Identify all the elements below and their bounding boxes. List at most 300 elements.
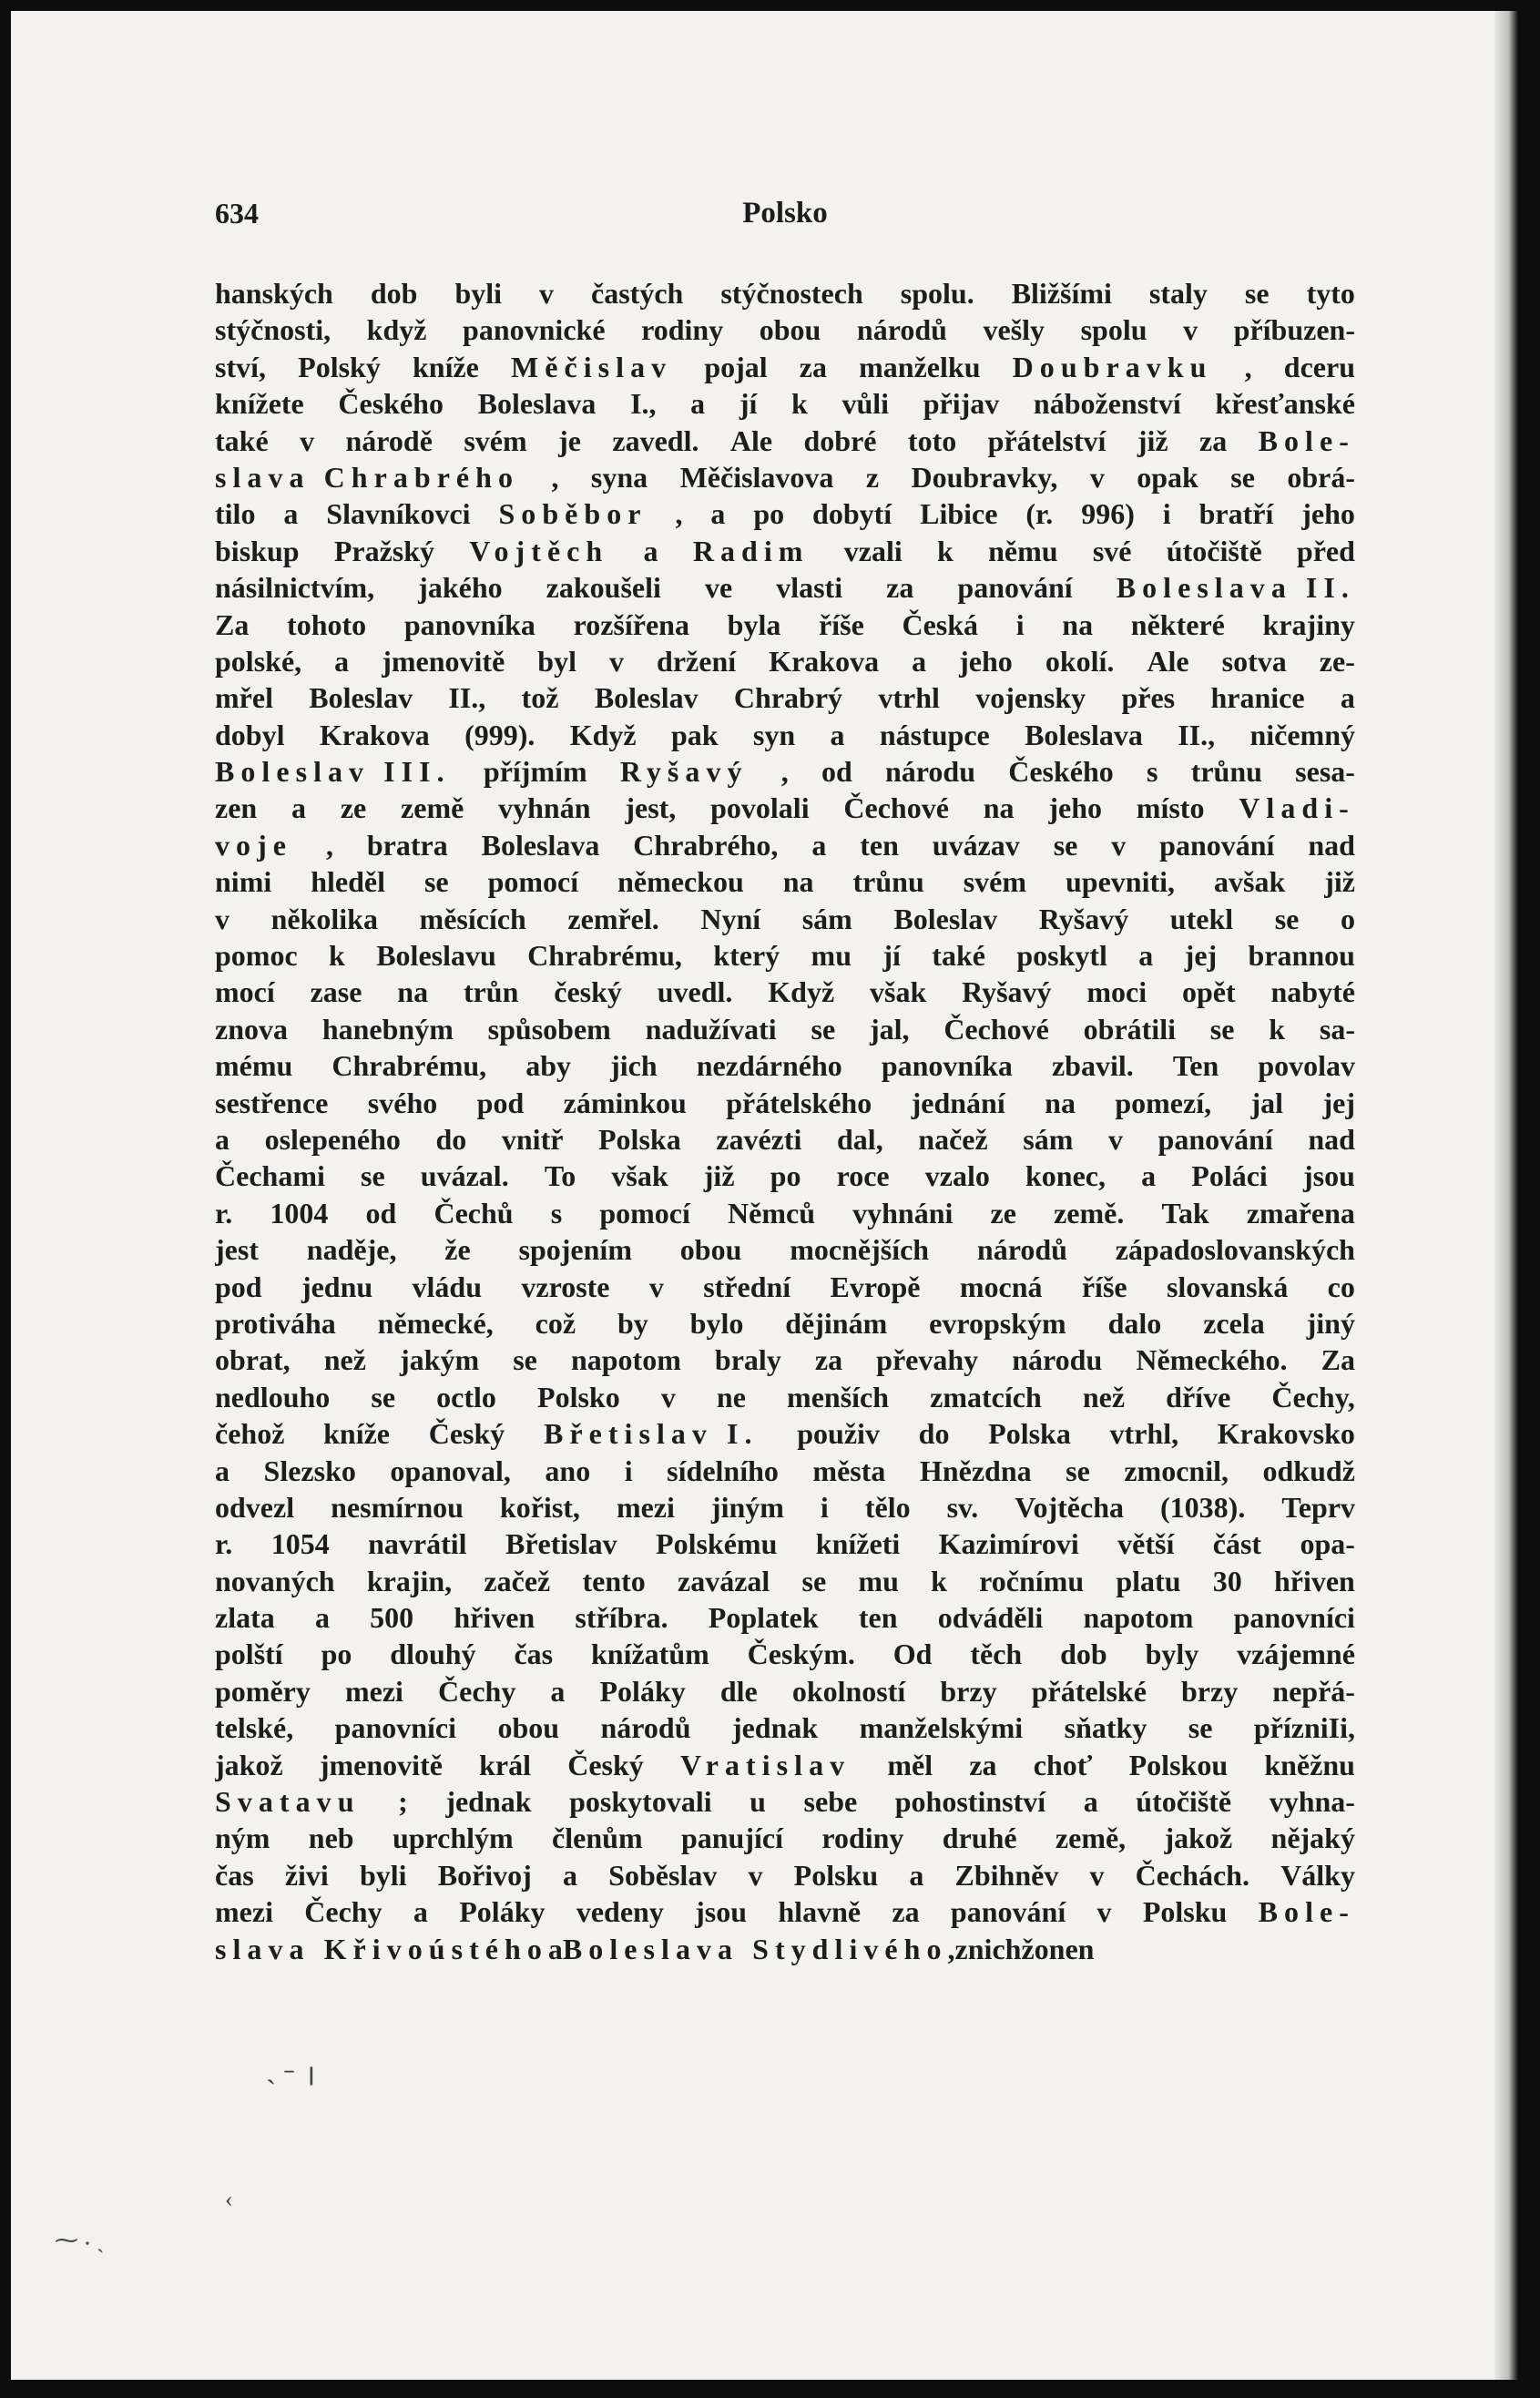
text-line	[215, 717, 1355, 753]
spaced-name: voje	[215, 828, 293, 862]
word: Ten	[1172, 1049, 1219, 1083]
word: pomezí,	[1115, 1086, 1212, 1119]
word: se	[1053, 828, 1078, 862]
word: rodiny	[641, 313, 724, 347]
running-head	[215, 197, 1355, 233]
word: se	[423, 865, 449, 899]
word: Českým.	[747, 1638, 855, 1671]
text-line	[215, 1047, 1355, 1084]
word: pod	[476, 1086, 525, 1119]
word: v	[748, 1858, 763, 1892]
spaced-name: Radim	[692, 534, 810, 567]
word: hranice	[1210, 681, 1305, 715]
word: Boleslav	[594, 681, 699, 715]
text-line	[215, 901, 1355, 937]
word: což	[535, 1306, 576, 1340]
word: jsou	[1302, 1159, 1355, 1193]
word: německou	[617, 865, 744, 899]
word: v	[215, 902, 229, 935]
word: a	[1141, 1159, 1157, 1193]
spaced-name: slava Křivoústého	[215, 1932, 548, 1965]
word: stýčnostech	[720, 277, 863, 310]
spaced-name: Doubravku	[1012, 350, 1213, 383]
word: jeho	[1048, 791, 1102, 825]
word: brzy	[940, 1674, 997, 1708]
word: Když	[569, 718, 637, 751]
word: Čechové	[843, 791, 949, 825]
word: se	[1230, 460, 1255, 494]
word: jakož	[215, 1748, 283, 1781]
word: spojením	[518, 1233, 632, 1267]
word: mému	[215, 1049, 293, 1083]
word: těch	[970, 1638, 1023, 1671]
text-line	[215, 1415, 1355, 1452]
word: přes	[1121, 681, 1176, 715]
word: uprchlým	[392, 1821, 514, 1855]
text-line	[215, 1195, 1355, 1231]
word: obrá-	[1287, 460, 1355, 494]
word: a	[830, 718, 845, 751]
word: také	[215, 423, 269, 457]
text-line	[215, 1709, 1355, 1746]
word: v	[1111, 828, 1127, 862]
text-line	[215, 495, 1355, 532]
word: uvázav	[932, 828, 1020, 862]
word: po	[753, 497, 785, 531]
word: dal,	[837, 1122, 883, 1156]
word: Čechami	[215, 1159, 325, 1193]
word: národů	[856, 313, 947, 347]
word: a	[215, 1122, 229, 1156]
word: a	[550, 1674, 566, 1708]
word: Když	[768, 975, 835, 1009]
word: Krakova	[319, 718, 430, 751]
word: začež	[484, 1564, 551, 1597]
word: a	[215, 1454, 229, 1487]
word: Polskému	[656, 1527, 778, 1561]
word: na	[983, 791, 1015, 825]
word: Poláky	[599, 1674, 686, 1708]
text-line	[215, 753, 1355, 790]
word: byli	[454, 277, 503, 310]
word: a	[1340, 681, 1355, 715]
word: jí	[882, 939, 901, 973]
word: když	[366, 313, 427, 347]
word: knížeti	[815, 1527, 901, 1561]
word: se	[361, 1159, 385, 1193]
spaced-name: Boleslava Stydlivého	[562, 1932, 948, 1965]
word: Polska	[598, 1122, 681, 1156]
word: než	[323, 1343, 366, 1377]
page-title: Polsko	[742, 197, 828, 230]
word: v	[1183, 313, 1198, 347]
word: panovnické	[463, 313, 606, 347]
word: nesmírnou	[331, 1490, 464, 1524]
word: Kazimírovi	[938, 1527, 1079, 1561]
word: dobytí	[812, 497, 892, 531]
word: bratří	[1198, 497, 1274, 531]
word: města	[812, 1454, 886, 1487]
scan-artifact: ˎ ˗ ╷	[266, 2051, 321, 2085]
word: menších	[787, 1380, 890, 1413]
word: kněžnu	[1264, 1748, 1355, 1781]
word: co	[1327, 1270, 1355, 1303]
word: ,	[325, 828, 333, 862]
text-line	[215, 1893, 1355, 1930]
word: hřiven	[454, 1601, 535, 1635]
word: konec,	[1025, 1159, 1106, 1193]
word: nimi	[215, 865, 272, 899]
text-line	[215, 790, 1355, 826]
word: spůsobem	[487, 1012, 611, 1046]
word: sídelního	[667, 1454, 779, 1487]
word: nad	[1308, 1122, 1355, 1156]
word: jest,	[625, 791, 677, 825]
word: Poláci	[1191, 1159, 1268, 1193]
text-line	[215, 423, 1355, 459]
word: za	[814, 1343, 843, 1377]
page-number: 634	[215, 197, 259, 230]
word: zcela	[1203, 1306, 1265, 1340]
word: Libice	[920, 497, 998, 531]
spaced-name: Vratislav	[679, 1748, 852, 1781]
text-line	[215, 1820, 1355, 1856]
word: okolností	[791, 1674, 906, 1708]
word: panovníka	[881, 1049, 1013, 1083]
spaced-name: Břetislav I.	[543, 1417, 759, 1451]
word: manželskými	[859, 1711, 1024, 1745]
word: I.,	[630, 387, 657, 421]
word: jmenovitě	[319, 1748, 443, 1781]
word: mezi	[616, 1490, 675, 1524]
text-line	[215, 974, 1355, 1010]
word: země	[401, 791, 464, 825]
word: kořist,	[499, 1490, 580, 1524]
word: měsících	[419, 902, 526, 935]
spaced-name: Vladi-	[1239, 791, 1355, 825]
word: častých	[591, 277, 684, 310]
word: aby	[525, 1049, 572, 1083]
word: mezi	[215, 1895, 273, 1929]
word: zavézti	[716, 1122, 802, 1156]
word: na	[782, 865, 814, 899]
word: tilo	[215, 497, 256, 531]
word: svém	[464, 423, 527, 457]
word: u	[750, 1785, 766, 1819]
word: Bližšími	[1011, 277, 1112, 310]
word: dobyl	[215, 718, 285, 751]
word: uvedl.	[657, 975, 733, 1009]
word: Boleslava	[481, 828, 600, 862]
word: sv.	[946, 1490, 979, 1524]
word: země,	[1055, 1821, 1127, 1855]
word: západoslovanských	[1115, 1233, 1355, 1267]
word: národu	[1012, 1343, 1103, 1377]
word: hleděl	[311, 865, 385, 899]
text-line	[215, 1783, 1355, 1820]
word: ství,	[215, 350, 266, 383]
word: onen	[1034, 1932, 1095, 1965]
word: se	[1209, 1012, 1235, 1046]
word: rozšířena	[573, 607, 689, 641]
word: uvázal.	[420, 1159, 509, 1193]
text-line	[215, 1673, 1355, 1709]
word: tož	[521, 681, 559, 715]
word: ničemný	[1249, 718, 1355, 751]
word: ,	[551, 460, 559, 494]
word: stýčnosti,	[215, 313, 331, 347]
word: biskup	[215, 534, 300, 567]
word: převahy	[876, 1343, 979, 1377]
text-line	[215, 1489, 1355, 1526]
word: napotom	[570, 1343, 681, 1377]
word: členům	[552, 1821, 643, 1855]
text-line	[215, 1269, 1355, 1305]
word: sňatky	[1064, 1711, 1147, 1745]
word: dříve	[1166, 1380, 1231, 1413]
word: k	[791, 387, 808, 421]
word: a	[643, 534, 658, 567]
text-line	[215, 569, 1355, 606]
word: z	[865, 460, 880, 494]
word: s	[1147, 755, 1158, 789]
word: napotom	[1083, 1601, 1194, 1635]
word: panování	[1159, 828, 1275, 862]
word: telské,	[215, 1711, 294, 1745]
text-line	[215, 275, 1355, 311]
word: sesa-	[1295, 755, 1355, 789]
word: pomoc	[215, 939, 298, 973]
word: Český	[428, 1417, 505, 1451]
word: v	[1089, 1858, 1105, 1892]
word: Teprv	[1281, 1490, 1355, 1524]
word: vlasti	[776, 571, 843, 605]
word: mezi	[344, 1674, 403, 1708]
word: trůnu	[1190, 755, 1262, 789]
word: nástupce	[879, 718, 990, 751]
word: (1038).	[1160, 1490, 1246, 1524]
word: vtrhl	[878, 681, 940, 715]
word: braly	[714, 1343, 781, 1377]
word: nezdárného	[696, 1049, 842, 1083]
text-line	[215, 1379, 1355, 1415]
word: přátelské	[1031, 1674, 1147, 1708]
word: zlata	[215, 1601, 275, 1635]
word: se	[371, 1380, 396, 1413]
word: na	[1045, 1086, 1076, 1119]
word: Čechové	[943, 1012, 1049, 1046]
word: jej	[1184, 939, 1218, 973]
word: naděje,	[306, 1233, 397, 1267]
word: zakoušeli	[546, 571, 661, 605]
word: český	[554, 975, 622, 1009]
word: Čechy	[304, 1895, 382, 1929]
text-line	[215, 1342, 1355, 1378]
word: své	[1092, 534, 1132, 567]
word: národů	[600, 1711, 691, 1745]
word: Války	[1280, 1858, 1355, 1892]
word: i	[820, 1490, 829, 1524]
word: jednak	[731, 1711, 819, 1745]
word: Za	[1321, 1343, 1355, 1377]
word: jmenovitě	[382, 644, 505, 678]
word: brzy	[1180, 1674, 1239, 1708]
word: také	[932, 939, 985, 973]
word: evropským	[929, 1306, 1066, 1340]
word: od	[365, 1196, 397, 1230]
word: Slavníkovci	[326, 497, 471, 531]
word: jakého	[418, 571, 503, 605]
word: panování	[1158, 1122, 1273, 1156]
word: byli	[359, 1858, 407, 1892]
word: vtrhl,	[1109, 1417, 1179, 1451]
word: 30	[1212, 1564, 1242, 1597]
word: a	[710, 497, 726, 531]
word: se	[801, 1564, 827, 1597]
word: 996)	[1081, 497, 1135, 531]
scan-artifact: ‹	[225, 2186, 233, 2212]
word: útočiště	[1166, 534, 1262, 567]
word: se	[513, 1343, 537, 1377]
word: trůnu	[852, 865, 924, 899]
word: král	[479, 1748, 532, 1781]
word: moci	[1086, 975, 1147, 1009]
word: opět	[1181, 975, 1236, 1009]
word: zavázal	[678, 1564, 770, 1597]
word: Český	[567, 1748, 644, 1781]
word: Polsku	[1142, 1895, 1228, 1929]
word: druhé	[942, 1821, 1017, 1855]
word: za	[892, 1895, 920, 1929]
word: panovníci	[1233, 1601, 1355, 1635]
text-line	[215, 1599, 1355, 1636]
word: je	[558, 423, 581, 457]
spaced-name: Ryšavý	[619, 755, 749, 789]
word: panovníci	[334, 1711, 457, 1745]
text-line	[215, 1158, 1355, 1194]
word: by	[617, 1306, 648, 1340]
word: po	[770, 1159, 801, 1193]
word: a	[334, 644, 350, 678]
word: od	[821, 755, 852, 789]
word: Břetislav	[505, 1527, 617, 1561]
word: opanoval,	[390, 1454, 511, 1487]
word: již	[703, 1159, 735, 1193]
word: i	[624, 1454, 633, 1487]
word: jakým	[400, 1343, 480, 1377]
word: a	[314, 1601, 330, 1635]
word: do	[918, 1417, 950, 1451]
word: Pražský	[333, 534, 435, 567]
word: mocná	[959, 1270, 1043, 1303]
word: panování	[950, 1895, 1066, 1929]
word: říše	[819, 607, 864, 641]
word: hanských	[215, 277, 333, 310]
word: vyhna-	[1269, 1785, 1355, 1819]
word: do	[435, 1122, 467, 1156]
word: platu	[1116, 1564, 1181, 1597]
word: Němců	[728, 1196, 815, 1230]
word: Krakova	[769, 644, 880, 678]
word: vnitř	[501, 1122, 564, 1156]
word: dějinám	[785, 1306, 888, 1340]
word: o	[1340, 902, 1355, 935]
spaced-name: slava Chrabrého	[215, 460, 520, 494]
word: pak	[670, 718, 719, 751]
text-line	[215, 607, 1355, 643]
word: sebe	[803, 1785, 858, 1819]
word: příjmím	[483, 755, 587, 789]
word: již	[1324, 865, 1355, 899]
word: neb	[308, 1821, 354, 1855]
word: bylo	[689, 1306, 744, 1340]
word: povolali	[710, 791, 810, 825]
word: přijav	[923, 387, 1000, 421]
word: však	[611, 1159, 668, 1193]
word: německé,	[377, 1306, 494, 1340]
word: upevniti,	[1065, 865, 1176, 899]
text-line	[215, 349, 1355, 385]
word: v	[1089, 460, 1105, 494]
word: jiným	[710, 1490, 784, 1524]
text-line	[215, 1747, 1355, 1783]
text-line	[215, 1636, 1355, 1672]
word: poskytovali	[569, 1785, 712, 1819]
word: s	[550, 1196, 563, 1230]
word: Soběslav	[608, 1858, 718, 1892]
word: ze	[340, 791, 367, 825]
word: v	[300, 423, 315, 457]
word: zemřel.	[567, 902, 659, 935]
word: polští	[215, 1638, 283, 1671]
word: na	[1062, 607, 1094, 641]
word: vyhnán	[498, 791, 591, 825]
word: Od	[892, 1638, 933, 1671]
word: se	[1244, 277, 1270, 310]
word: a	[413, 1895, 428, 1929]
word: násilnictvím,	[215, 571, 375, 605]
word: říše	[1081, 1270, 1127, 1303]
word: zen	[215, 791, 258, 825]
word: k	[937, 534, 954, 567]
word: nedlouho	[215, 1380, 331, 1413]
word: knížatům	[590, 1638, 709, 1671]
word: k	[931, 1564, 947, 1597]
word: nějaký	[1270, 1821, 1355, 1855]
text-line	[215, 311, 1355, 348]
word: Krakovsko	[1217, 1417, 1355, 1451]
word: přátelského	[726, 1086, 872, 1119]
word: Čechy,	[1271, 1380, 1355, 1413]
word: jich	[610, 1049, 658, 1083]
word: jednak	[445, 1785, 532, 1819]
word: stříbra.	[575, 1601, 668, 1635]
word: Polska	[988, 1417, 1071, 1451]
word: krajiny	[1262, 607, 1355, 641]
word: část	[1212, 1527, 1262, 1561]
word: choť	[1033, 1748, 1093, 1781]
word: ze-	[1319, 644, 1355, 678]
word: vzali	[843, 534, 903, 567]
word: čas	[514, 1638, 554, 1671]
word: jal,	[869, 1012, 910, 1046]
text-line	[215, 827, 1355, 863]
word: a	[690, 387, 706, 421]
word: v	[1096, 1895, 1112, 1929]
word: staly	[1148, 277, 1208, 310]
word: Doubravky,	[911, 460, 1058, 494]
word: Chrabrý	[733, 681, 843, 715]
